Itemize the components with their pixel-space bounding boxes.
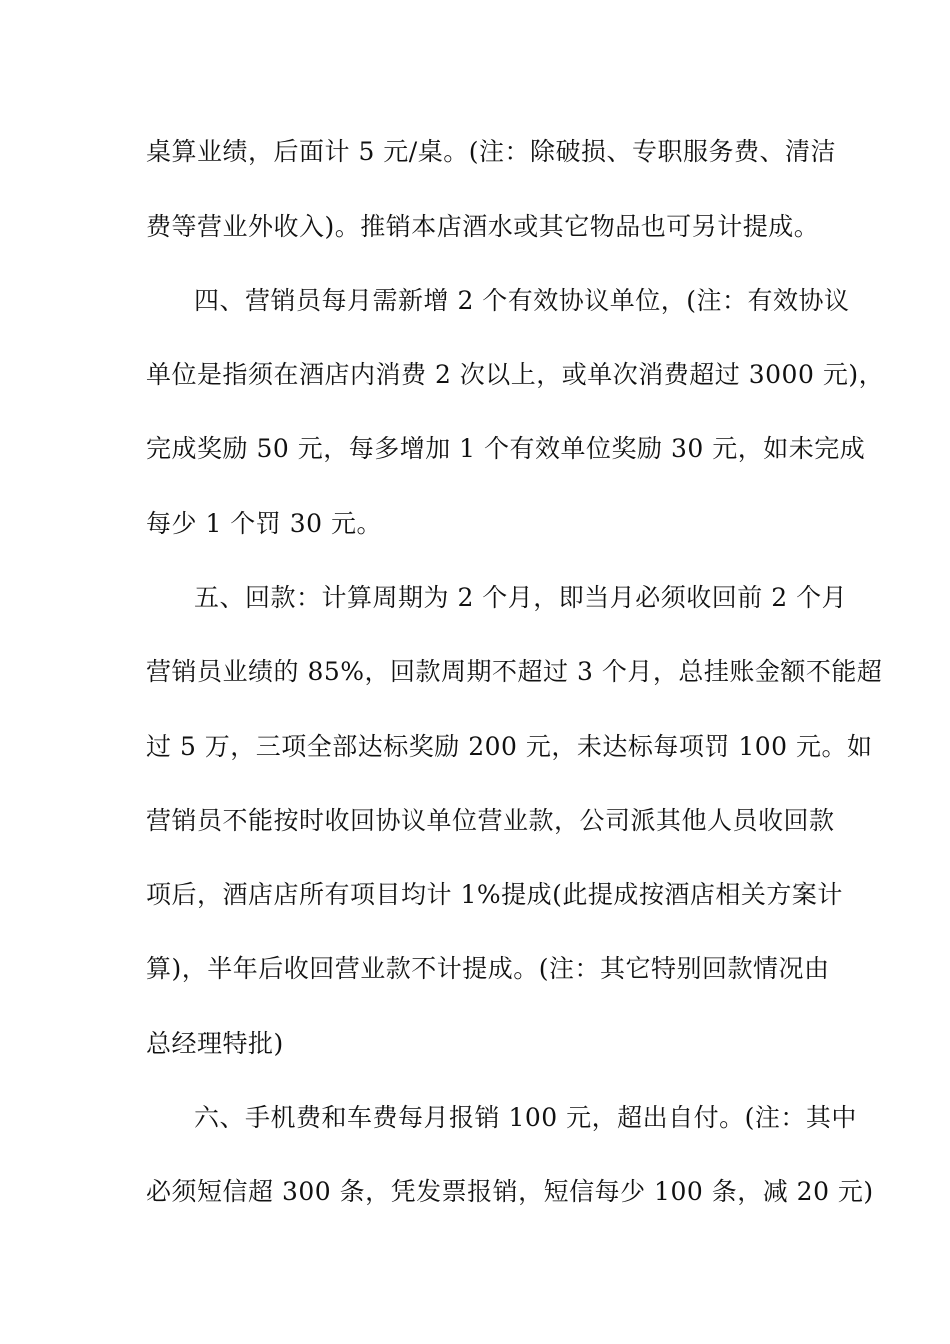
text-line: 项后，酒店店所有项目均计 1%提成(此提成按酒店相关方案计 [146,880,843,909]
text-line: 费等营业外收入)。推销本店酒水或其它物品也可另计提成。 [146,212,820,241]
paragraph-6-start: 六、手机费和车费每月报销 100 元，超出自付。(注：其中 [194,1103,857,1132]
text-line: 单位是指须在酒店内消费 2 次以上，或单次消费超过 3000 元)， [146,360,885,389]
paragraph-4-start: 四、营销员每月需新增 2 个有效协议单位，(注：有效协议 [194,286,850,315]
text-line: 必须短信超 300 条，凭发票报销，短信每少 100 条，减 20 元) [146,1177,874,1206]
paragraph-5-start: 五、回款：计算周期为 2 个月，即当月必须收回前 2 个月 [194,583,848,612]
text-line: 桌算业绩，后面计 5 元/桌。(注：除破损、专职服务费、清洁 [146,137,836,166]
text-line: 总经理特批) [146,1029,284,1058]
text-line: 过 5 万，三项全部达标奖励 200 元，未达标每项罚 100 元。如 [146,732,873,761]
text-line: 每少 1 个罚 30 元。 [146,509,383,538]
text-line: 营销员不能按时收回协议单位营业款，公司派其他人员收回款 [146,806,835,835]
text-line: 算)，半年后收回营业款不计提成。(注：其它特别回款情况由 [146,954,830,983]
text-line: 完成奖励 50 元，每多增加 1 个有效单位奖励 30 元，如未完成 [146,434,866,463]
text-line: 营销员业绩的 85%，回款周期不超过 3 个月，总挂账金额不能超 [146,657,883,686]
